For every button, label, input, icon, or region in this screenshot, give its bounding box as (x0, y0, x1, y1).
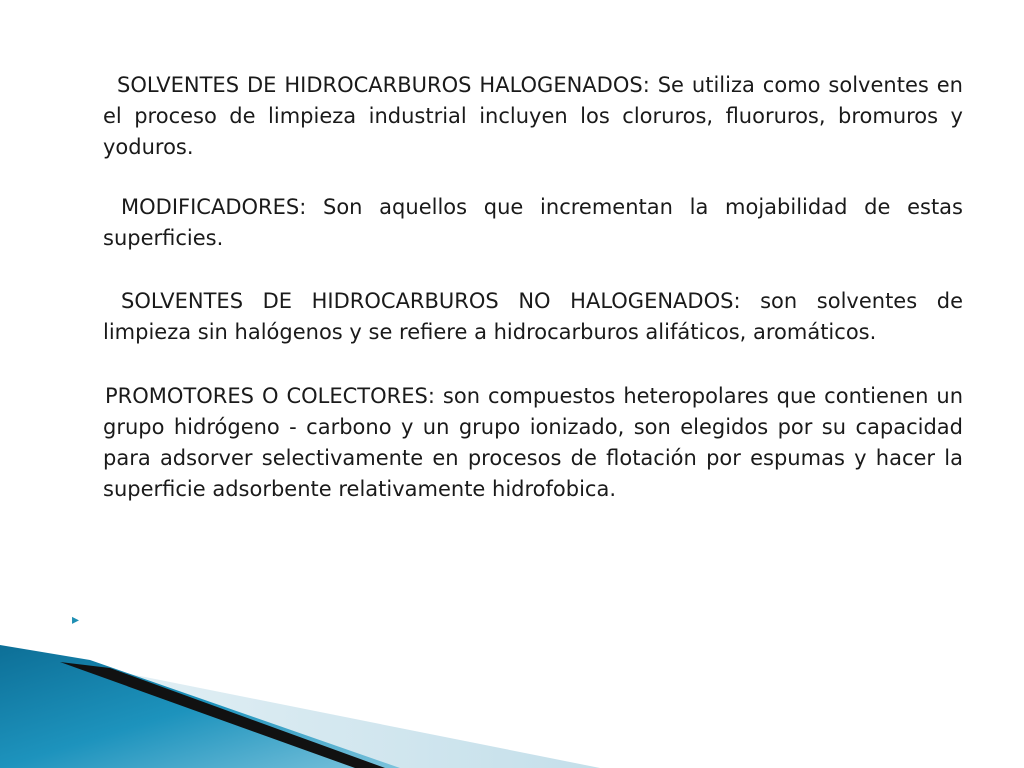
term-label: MODIFICADORES (121, 195, 300, 219)
definition-text: : Son aquellos que incrementan la mojabilidad de estas superficies. (103, 195, 963, 250)
definition-text: : son compuestos heteropolares que contienen un grupo hidrógeno - carbono y un grupo ionizado, son elegidos por su capacidad para adsorver selectivamente en procesos de flotación por espumas y hacer la superficie adsorbente relativamente hidrofobica. (103, 384, 963, 501)
definition-text: : Se utiliza como solventes en el proceso de limpieza industrial incluyen los cloruros, fluoruros, bromuros y yoduros. (103, 73, 963, 159)
bullet-arrow-icon: ▸ (72, 612, 80, 628)
definition-text: : son solventes de limpieza sin halógenos y se refiere a hidrocarburos alifáticos, aromáticos. (103, 289, 964, 344)
term-label: PROMOTORES O COLECTORES (105, 384, 428, 408)
term-label: SOLVENTES DE HIDROCARBUROS HALOGENADOS (117, 73, 643, 97)
term-label: SOLVENTES DE HIDROCARBUROS NO HALOGENADOS (121, 289, 734, 313)
